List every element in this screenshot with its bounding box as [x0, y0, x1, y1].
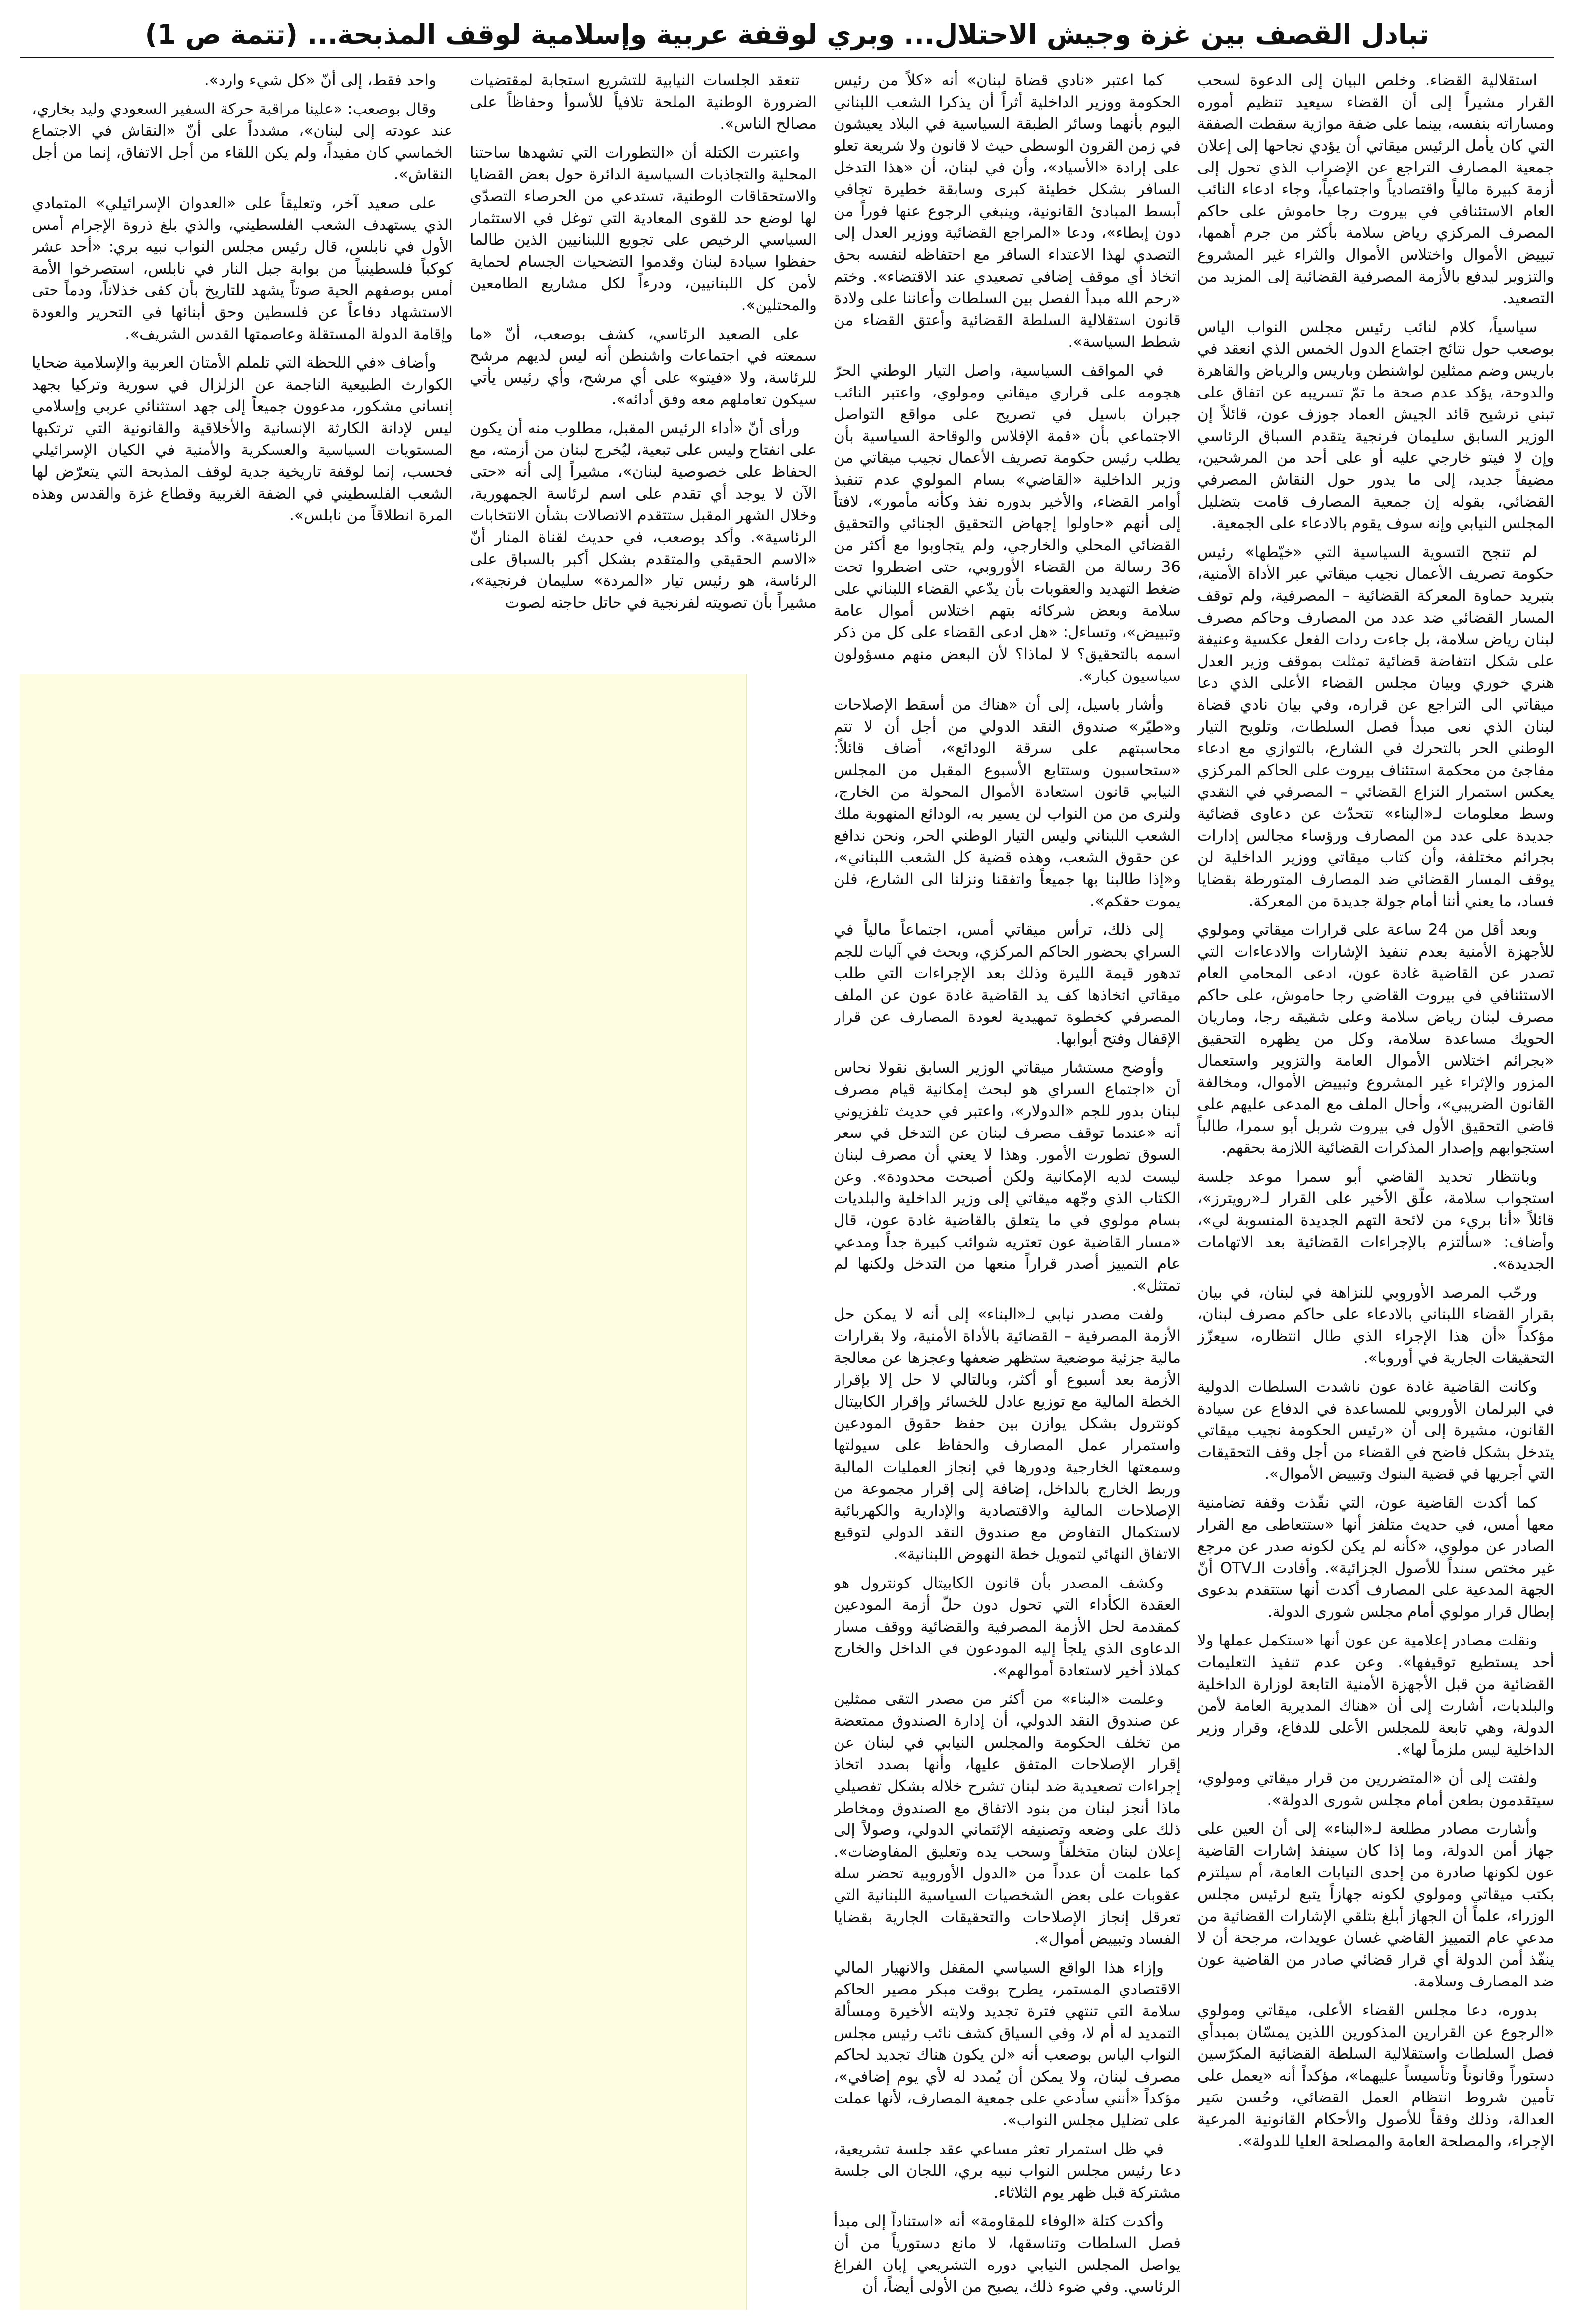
paragraph: وأوضح مستشار ميقاتي الوزير السابق نقولا نحاس أن «اجتماع السراي هو لبحث إمكانية قيام مصرف لبنان بدور للجم «الدولار»، واعتبر في حديث تلفزيوني أنه «عندما توقف مصرف لبنان عن التدخل في سعر السوق تطورت الأمور. وهذا لا يعني أن مصرف لبنان ليست لديه الإمكانية ولكن أصبحت محدودة». وعن الكتاب الذي وجّهه ميقاتي إلى وزير الداخلية والبلديات بسام مولوي في ما يتعلق بالقاضية غادة عون، قال «مسار القاضية عون تعتريه شوائب كبيرة جداً ومدعي عام التمييز أصدر قراراً منعها من التدخل ولكنها لم تمتثل».: [834, 1059, 1180, 1295]
paragraph: ونقلت مصادر إعلامية عن عون أنها «ستكمل عملها ولا أحد يستطيع توقيفها». وعن عدم تنفيذ التعليمات القضائية من قبل الأجهزة الأمنية التابعة لوزارة الداخلية والبلديات، أشارت إلى أن «هناك المديرية العامة لأمن الدولة، وهي تابعة للمجلس الأعلى للدفاع، وقرار وزير الداخلية ليس ملزماً لها».: [1197, 1632, 1554, 1758]
paragraph: على صعيد آخر، وتعليقاً على «العدوان الإسرائيلي» المتمادي الذي يستهدف الشعب الفلسطيني، والذي بلغ ذروة الإجرام أمس الأول في نابلس، قال رئيس مجلس النواب نبيه بري: «أحد عشر كوكباً فلسطينياً من بوابة جبل النار في نابلس، استصرخوا الأمة أمس بوصفهم الحية صوتاً يشهد للتاريخ بأن كفى خذلاناً، ودماً حتى الاستشهاد دفاعاً عن فلسطين وحق أبنائها في التحرير والعودة وإقامة الدولة المستقلة وعاصمتها القدس الشريف».: [32, 194, 453, 343]
paragraph: في ظل استمرار تعثر مساعي عقد جلسة تشريعية، دعا رئيس مجلس النواب نبيه بري، اللجان الى جلسة مشتركة قبل ظهر يوم الثلاثاء.: [834, 2140, 1180, 2202]
article-columns: [20, 69, 1554, 2310]
paragraph: ولفتت إلى أن «المتضررين من قرار ميقاتي ومولوي، سيتقدمون بطعن أمام مجلس شورى الدولة».: [1197, 1769, 1554, 1809]
paragraph: على الصعيد الرئاسي، كشف بوصعب، أنّ «ما سمعته في اجتماعات واشنطن أنه ليس لديهم مرشح للرئاسة، ولا «فيتو» على أي مرشح، وأي رئيس يأتي سيكون تعاملهم معه وفق أدائه».: [470, 325, 817, 408]
paragraph: كما أكدت القاضية عون، التي نفّذت وقفة تضامنية معها أمس، في حديث متلفز أنها «ستتعاطى مع القرار الصادر عن مولوي، «كأنه لم يكن لكونه صدر عن مرجع غير مختص سنداً للأصول الجزائية». وأفادت الـOTV أنّ الجهة المدعية على المصارف أكدت أنها ستتقدم بدعوى إبطال قرار مولوي أمام مجلس شورى الدولة.: [1197, 1494, 1554, 1621]
paragraph: وأشارت مصادر مطلعة لـ«البناء» إلى أن العين على جهاز أمن الدولة، وما إذا كان سينفذ إشارات القاضية عون لكونها صادرة من إحدى النيابات العامة، أم سيلتزم بكتب ميقاتي ومولوي لكونه جهازاً يتبع لرئيس مجلس الوزراء، علماً أن الجهاز أبلغ بتلقي الإشارات القضائية من مدعي عام التمييز القاضي غسان عويدات، مرجحة أن لا ينفّذ أمن الدولة أي قرار قضائي صادر من القاضية عون ضد المصارف وسلامة.: [1197, 1820, 1554, 1990]
empty-yellow-area: [20, 674, 747, 2310]
paragraph: وأشار باسيل، إلى أن «هناك من أسقط الإصلاحات و«طيّر» صندوق النقد الدولي من أجل أن لا تتم محاسبتهم على سرقة الودائع»، أضاف قائلاً: «ستحاسبون وستتابع الأسبوع المقبل من المجلس النيابي قانون استعادة الأموال المحولة من الخارج، ولنرى من من النواب لن يسير به، الودائع المنهوبة ملك الشعب اللبناني وليس التيار الوطني الحر، ونحن ندافع عن حقوق الشعب، وهذه قضية كل الشعب اللبناني»، و«إذا طالبنا بها جميعاً واتفقنا ونزلنا الى الشارع، فلن يموت حقكم».: [834, 696, 1180, 910]
headline: تبادل القصف بين غزة وجيش الاحتلال... وبري لوقفة عربية وإسلامية لوقف المذبحة... (تتمة ص 1): [20, 17, 1554, 58]
paragraph: وكشف المصدر بأن قانون الكابيتال كونترول هو العقدة الكأداء التي تحول دون حلّ أزمة المودعين كمقدمة لحل الأزمة المصرفية والقضائية ووقف مسار الدعاوى الذي يلجأ إليه المودعون في الداخل والخارج كملاذ أخير لاستعادة أموالهم».: [834, 1574, 1180, 1679]
column-1: [1197, 69, 1554, 2310]
paragraph: وبانتظار تحديد القاضي أبو سمرا موعد جلسة استجواب سلامة، علّق الأخير على القرار لـ«رويترز»، قائلاً «أنا بريء من لائحة التهم الجديدة المنسوبة لي»، وأضاف: «سألتزم بالإجراءات القضائية بعد الاتهامات الجديدة».: [1197, 1168, 1554, 1273]
paragraph: ورحّب المرصد الأوروبي للنزاهة في لبنان، في بيان بقرار القضاء اللبناني بالادعاء على حاكم مصرف لبنان، مؤكداً «أن هذا الإجراء الذي طال انتظاره، سيعزّز التحقيقات الجارية في أوروبا».: [1197, 1284, 1554, 1367]
paragraph: ورأى أنّ «أداء الرئيس المقبل، مطلوب منه أن يكون على انفتاح وليس على تبعية، ليُخرج لبنان من أزمته، مع الحفاظ على خصوصية لبنان»، مشيراً إلى أنه «حتى الآن لا يوجد أي تقدم على اسم لرئاسة الجمهورية، وخلال الشهر المقبل ستتقدم الاتصالات بشأن الانتخابات الرئاسية». وأكد بوصعب، في حديث لقناة المنار أنّ «الاسم الحقيقي والمتقدم بشكل أكبر بالسباق على الرئاسة، هو رئيس تيار «المردة» سليمان فرنجية»، مشيراً بأن تصويته لفرنجية في حاتل حاجته لصوت: [470, 419, 817, 612]
paragraph: إلى ذلك، ترأس ميقاتي أمس، اجتماعاً مالياً في السراي بحضور الحاكم المركزي، وبحث في آليات للجم تدهور قيمة الليرة وذلك بعد الإجراءات التي طلب ميقاتي اتخاذها كف يد القاضية غادة عون عن الملف المصرفي كخطوة تمهيدية لعودة المصارف عن قرار الإقفال وفتح أبوابها.: [834, 921, 1180, 1048]
paragraph: وبعد أقل من 24 ساعة على قرارات ميقاتي ومولوي للأجهزة الأمنية بعدم تنفيذ الإشارات والادعاءات التي تصدر عن القاضية غادة عون، ادعى المحامي العام الاستئنافي في بيروت القاضي رجا حاموش، على حاكم مصرف لبنان رياض سلامة وعلى شقيقه رجا، وماريان الحويك مساعدة سلامة، وكل من يظهره التحقيق «بجرائم اختلاس الأموال العامة والتزوير واستعمال المزور والإثراء غير المشروع وتبييض الأموال، ومخالفة القانون الضريبي»، وأحال الملف مع المدعى عليهم على قاضي التحقيق الأول في بيروت شربل أبو سمرا، طالباً استجوابهم وإصدار المذكرات القضائية اللازمة بحقهم.: [1197, 921, 1554, 1157]
paragraph: استقلالية القضاء. وخلص البيان إلى الدعوة لسحب القرار مشيراً إلى أن القضاء سيعيد تنظيم أموره ومساراته بنفسه، بينما على ضفة موازية سقطت الصفقة التي كان يأمل الرئيس ميقاتي أن يؤدي نجاحها إلى إعلان جمعية المصارف التراجع عن الإضراب الذي تحول إلى أزمة كبيرة مالياً واقتصادياً واجتماعياً، وجاء ادعاء النائب العام الاستئنافي في بيروت رجا حاموش على حاكم المصرف المركزي رياض سلامة بأكثر من جرم أهمها، تبييض الأموال واختلاس الأموال والثراء غير المشروع والتزوير ليدفع بالأزمة المصرفية القضائية إلى المزيد من التصعيد.: [1197, 71, 1554, 307]
paragraph: واعتبرت الكتلة أن «التطورات التي تشهدها ساحتنا المحلية والتجاذبات السياسية الدائرة حول بعض القضايا والاستحقاقات الوطنية، تستدعي من الحرصاء التصدّي لها لوضع حد للقوى المعادية التي توغل في الاستثمار السياسي الرخيص على تجويع اللبنانيين الذين طالما حفظوا سيادة لبنان وقدموا التضحيات الجسام لحماية لأمن كل اللبنانيين، ودرءاً لكل مشاريع الطامعين والمحتلين».: [470, 144, 817, 314]
paragraph: وإزاء هذا الواقع السياسي المقفل والانهيار المالي الاقتصادي المستمر، يطرح بوقت مبكر مصير الحاكم سلامة التي تنتهي فترة تجديد ولايته الأخيرة ومسألة التمديد له أم لا، وفي السياق كشف نائب رئيس مجلس النواب الياس بوصعب أنه «لن يكون هناك تجديد لحاكم مصرف لبنان، ولا يمكن أن يُمدد له لأي يوم إضافي»، مؤكداً «أنني سأدعي على جمعية المصارف، لأنها عملت على تضليل مجلس النواب».: [834, 1959, 1180, 2129]
paragraph: واحد فقط، إلى أنّ «كل شيء وارد».: [204, 71, 436, 89]
paragraph: وأكدت كتلة «الوفاء للمقاومة» أنه «استناداً إلى مبدأ فصل السلطات وتناسقها، لا مانع دستورياً من أن يواصل المجلس النيابي دوره التشريعي إبان الفراغ الرئاسي. وفي ضوء ذلك، يصبح من الأولى أيضاً، أن: [834, 2212, 1180, 2296]
paragraph: سياسياً، كلام لنائب رئيس مجلس النواب الياس بوصعب حول نتائج اجتماع الدول الخمس الذي انعقد في باريس وضم ممثلين لواشنطن وباريس والرياض والقاهرة والدوحة، يؤكد عدم صحة ما تمّ تسريبه عن اتفاق على تبني ترشيح قائد الجيش العماد جوزف عون، قائلاً إن الوزير السابق سليمان فرنجية يتقدم السباق الرئاسي وإن لا فيتو خارجي عليه أو على أحد من المرشحين، مضيفاً جديد، إلى ما يدور حول النقاش المصرفي القضائي، بقوله إن جمعية المصارف قامت بتضليل المجلس النيابي وإنه سوف يقوم بالادعاء على الجمعية.: [1197, 318, 1554, 532]
paragraph: بدوره، دعا مجلس القضاء الأعلى، ميقاتي ومولوي «الرجوع عن القرارين المذكورين اللذين يمسّان بمبدأي فصل السلطات واستقلالية السلطة القضائية المكرّسين دستوراً وقانوناً وتأسيساً عليهما»، مؤكداً أنه «يعمل على تأمين شروط انتظام العمل القضائي، وحُسن سَير العدالة، وذلك وفقاً للأصول والأحكام القانونية المرعية الإجراء، والمصلحة العامة والمصلحة العليا للدولة».: [1197, 2001, 1554, 2150]
paragraph: ولفت مصدر نيابي لـ«البناء» إلى أنه لا يمكن حل الأزمة المصرفية – القضائية بالأداة الأمنية، ولا بقرارات مالية جزئية موضعية ستظهر ضعفها وعجزها عن معالجة الأزمة بعد أسبوع أو أكثر، وبالتالي لا حل إلا بإقرار الخطة المالية مع توزيع عادل للخسائر وإقرار الكابيتال كونترول بشكل يوازن بين حفظ حقوق المودعين واستمرار عمل المصارف والحفاظ على سيولتها وسمعتها الخارجية ودورها في إنجاز العمليات المالية وربط الخارج بالداخل، إضافة إلى إقرار مجموعة من الإصلاحات المالية والاقتصادية والإدارية والكهربائية لاستكمال التفاوض مع صندوق النقد الدولي لتوقيع الاتفاق النهائي لتمويل خطة النهوض اللبنانية».: [834, 1305, 1180, 1563]
paragraph: في المواقف السياسية، واصل التيار الوطني الحرّ هجومه على قراري ميقاتي ومولوي، واعتبر النائب جبران باسيل في تصريح على مواقع التواصل الاجتماعي بأن «قمة الإفلاس والوقاحة السياسية بأن يطلب رئيس حكومة تصريف الأعمال نجيب ميقاتي من وزير الداخلية «القاضي» بسام المولوي عدم تنفيذ أوامر القضاء، والأخير بدوره نفذ وكأنه مأمور»، لافتاً إلى أنهم «حاولوا إجهاض التحقيق الجنائي والتحقيق القضائي المحلي والخارجي، ولم يتجاوبوا مع أكثر من 36 رسالة من القضاء الأوروبي، حتى اضطروا تحت ضغط التهديد والعقوبات بأن يدّعي القضاء اللبناني على سلامة وبعض شركائه بتهم اختلاس أموال عامة وتبييض»، وتساءل: «هل ادعى القضاء على كل من ذكر اسمه بالتحقيق؟ لا لماذا؟ لأن البعض منهم مسؤولون سياسيون كبار».: [834, 362, 1180, 685]
paragraph: تنعقد الجلسات النيابية للتشريع استجابة لمقتضيات الضرورة الوطنية الملحة تلافياً للأسوأ وحفاظاً على مصالح الناس».: [470, 71, 817, 133]
paragraph: وقال بوصعب: «علينا مراقبة حركة السفير السعودي وليد بخاري، عند عودته إلى لبنان»، مشدداً على أنّ «النقاش في الاجتماع الخماسي كان مفيداً، ولم يكن اللقاء من أجل الاتفاق، إنما من أجل النقاش».: [32, 100, 453, 183]
paragraph: وعلمت «البناء» من أكثر من مصدر التقى ممثلين عن صندوق النقد الدولي، أن إدارة الصندوق ممتعضة من تخلف الحكومة والمجلس النيابي في لبنان عن إقرار الإصلاحات المتفق عليها، وأنها بصدد اتخاذ إجراءات تصعيدية ضد لبنان تشرح خلاله بشكل تفصيلي ماذا أنجز لبنان من بنود الاتفاق مع الصندوق ومخاطر ذلك على وضعه وتصنيفه الإئتماني الدولي، وصولاً إلى إعلان لبنان متخلفاً وسحب يده وتعليق المفاوضات». كما علمت أن عدداً من «الدول الأوروبية تحضر سلة عقوبات على بعض الشخصيات السياسية اللبنانية التي تعرقل إنجاز الإصلاحات والتحقيقات الجارية بقضايا الفساد وتبييض أموال».: [834, 1690, 1180, 1948]
paragraph: وأضاف «في اللحظة التي تلملم الأمتان العربية والإسلامية ضحايا الكوارث الطبيعية الناجمة عن الزلزال في سورية وتركيا بجهد إنساني مشكور، مدعوون جميعاً إلى جهد استثنائي عربي وإسلامي ليس لإدانة الكارثة الإنسانية والأخلاقية والقانونية التي ترتكبها المستويات السياسية والعسكرية والأمنية في الكيان الإسرائيلي فحسب، إنما لوقفة تاريخية جدية لوقف المذبحة التي يتعرّض لها الشعب الفلسطيني في الضفة الغربية وقطاع غزة والقدس وهذه المرة انطلاقاً من نابلس».: [32, 354, 453, 524]
paragraph: لم تنجح التسوية السياسية التي «خيّطها» رئيس حكومة تصريف الأعمال نجيب ميقاتي عبر الأداة الأمنية، بتبريد حماوة المعركة القضائية – المصرفية، ولم توقف المسار القضائي ضد عدد من المصارف وحاكم مصرف لبنان رياض سلامة، بل جاءت ردات الفعل عكسية وعنيفة على شكل انتفاضة قضائية تمثلت بموقف وزير العدل هنري خوري وبيان مجلس القضاء الأعلى الذي دعا ميقاتي الى التراجع عن قراره، وفي بيان نادي قضاة لبنان الذي نعى مبدأ فصل السلطات، وتلويح التيار الوطني الحر بالتحرك في الشارع، بالتوازي مع ادعاء مفاجئ من محكمة استئناف بيروت على الحاكم المركزي يعكس استمرار النزاع القضائي – المصرفي في النقدي وسط معلومات لـ«البناء» تتحدّث عن دعاوى قضائية جديدة على عدد من المصارف ورؤساء مجالس إدارات بجرائم مختلفة، وأن كتاب ميقاتي ووزير الداخلية لن يوقف المسار القضائي ضد المصارف المتورطة بقضايا فساد، ما يعني أننا أمام جولة جديدة من المعركة.: [1197, 543, 1554, 910]
paragraph: كما اعتبر «نادي قضاة لبنان» أنه «كلاً من رئيس الحكومة ووزير الداخلية أثراً أن يذكرا الشعب اللبناني اليوم بأنهما وسائر الطبقة السياسية في البلاد يعيشون في زمن القرون الوسطى حيث لا قانون ولا شريعة تعلو على إرادة «الأسياد»، وأن في لبنان، أن «هذا التدخل السافر بشكل خطيئة كبرى وسابقة خطيرة تجافي أبسط المبادئ القانونية، وينبغي الرجوع عنها فوراً من دون إبطاء»، ودعا «المراجع القضائية ووزير العدل إلى التصدي لهذا الاعتداء السافر مع احتفاظه لنفسه بحق اتخاذ أي موقف إضافي تصعيدي عند الاقتضاء». وختم «رحم الله مبدأ الفصل بين السلطات وأعاننا على ولادة قانون استقلالية السلطة القضائية وأعتق القضاء من شطط السياسة».: [834, 71, 1180, 351]
column-2: [834, 69, 1180, 2310]
yellow-area-divider: [746, 674, 747, 2310]
paragraph: وكانت القاضية غادة عون ناشدت السلطات الدولية في البرلمان الأوروبي للمساعدة في الدفاع عن سيادة القانون، مشيرة إلى أن «رئيس الحكومة نجيب ميقاتي يتدخل بشكل فاضح في القضاء من أجل وقف التحقيقات التي أجريها في قضية البنوك وتبييض الأموال».: [1197, 1378, 1554, 1483]
